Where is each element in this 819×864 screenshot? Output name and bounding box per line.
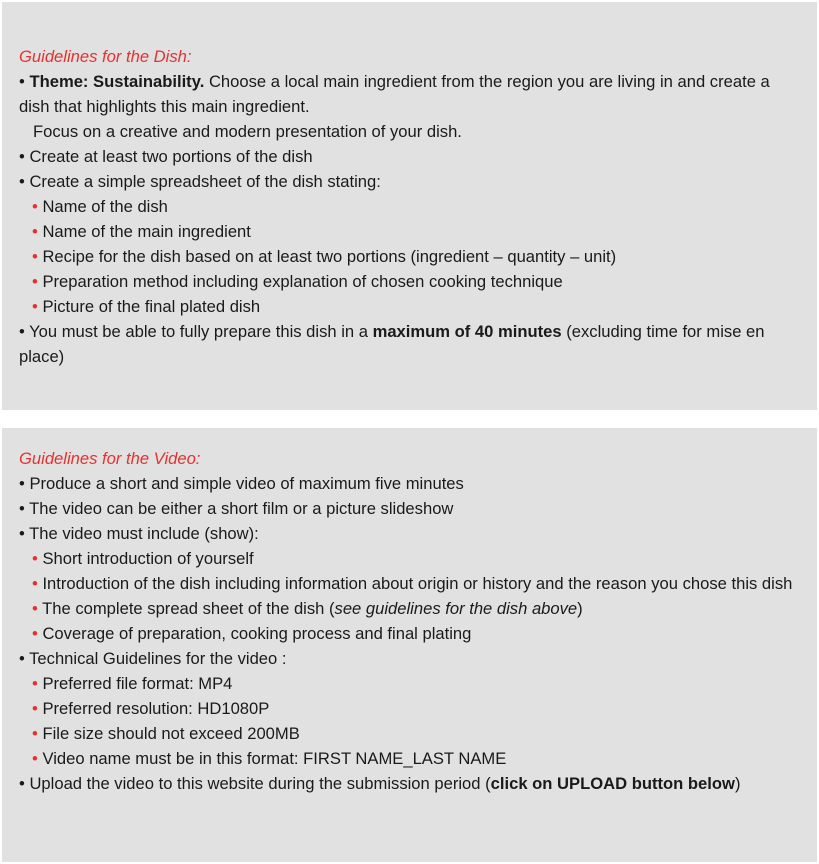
technical-item	[19, 646, 803, 671]
sub-item-text: Short introduction of yourself	[42, 549, 254, 568]
time-bold: maximum of 40 minutes	[372, 322, 562, 341]
sub-item	[19, 219, 803, 244]
technical-text: Technical Guidelines for the video :	[29, 649, 287, 668]
bullet: •	[19, 649, 25, 668]
spread-pre: The complete spread sheet of the dish (	[42, 599, 335, 618]
red-bullet: •	[32, 197, 38, 216]
sub-item	[19, 596, 803, 621]
time-item	[19, 319, 803, 369]
theme-label: Theme: Sustainability.	[29, 72, 205, 91]
spread-post: )	[577, 599, 583, 618]
video-item-text: Produce a short and simple video of maximum five minutes	[29, 474, 464, 493]
video-item	[19, 521, 803, 546]
sub-item	[19, 721, 803, 746]
sub-item	[19, 746, 803, 771]
red-bullet: •	[32, 724, 38, 743]
video-guidelines-panel	[2, 428, 817, 862]
sub-item-text: Introduction of the dish including information about origin or history and the reason you chose this dish	[42, 574, 793, 593]
video-item	[19, 471, 803, 496]
portions-item	[19, 144, 803, 169]
dish-guidelines-panel	[2, 2, 817, 410]
bullet: •	[19, 499, 25, 518]
spreadsheet-item	[19, 169, 803, 194]
sub-item	[19, 546, 803, 571]
sub-item-text: Coverage of preparation, cooking process and final plating	[42, 624, 472, 643]
bullet: •	[19, 172, 25, 191]
sub-item-text: Preferred file format: MP4	[42, 674, 233, 693]
upload-post: )	[734, 774, 741, 793]
spread-italic: see guidelines for the dish above	[334, 599, 578, 618]
time-post: (excluding time for mise en place)	[19, 322, 765, 366]
sub-item	[19, 621, 803, 646]
video-item-text: The video must include (show):	[29, 524, 259, 543]
time-pre: You must be able to fully prepare this dish in a	[29, 322, 373, 341]
video-item	[19, 496, 803, 521]
sub-item-text: Name of the main ingredient	[42, 222, 251, 241]
sub-item	[19, 294, 803, 319]
sub-item	[19, 571, 803, 596]
sub-item	[19, 671, 803, 696]
sub-item-text: Recipe for the dish based on at least two portions (ingredient – quantity – unit)	[42, 247, 617, 266]
upload-pre: Upload the video to this website during the submission period (	[29, 774, 491, 793]
portions-text: Create at least two portions of the dish	[29, 147, 313, 166]
sub-item	[19, 696, 803, 721]
red-bullet: •	[32, 674, 38, 693]
red-bullet: •	[32, 599, 38, 618]
red-bullet: •	[32, 222, 38, 241]
bullet: •	[19, 72, 25, 91]
theme-item	[19, 69, 803, 119]
sub-item-text: Preferred resolution: HD1080P	[42, 699, 270, 718]
sub-item	[19, 269, 803, 294]
red-bullet: •	[32, 749, 38, 768]
red-bullet: •	[32, 574, 38, 593]
sub-item-text: Video name must be in this format: FIRST NAME_LAST NAME	[42, 749, 507, 768]
red-bullet: •	[32, 247, 38, 266]
bullet: •	[19, 147, 25, 166]
dish-heading: Guidelines for the Dish:	[19, 47, 192, 66]
sub-item-text: File size should not exceed 200MB	[42, 724, 300, 743]
video-item-text: The video can be either a short film or a picture slideshow	[29, 499, 454, 518]
sub-item-text: Name of the dish	[42, 197, 168, 216]
sub-item	[19, 244, 803, 269]
spreadsheet-text: Create a simple spreadsheet of the dish stating:	[29, 172, 381, 191]
red-bullet: •	[32, 624, 38, 643]
sub-item-text: Picture of the final plated dish	[42, 297, 261, 316]
bullet: •	[19, 322, 25, 341]
bullet: •	[19, 774, 25, 793]
red-bullet: •	[32, 297, 38, 316]
red-bullet: •	[32, 272, 38, 291]
focus-text: Focus on a creative and modern presentation of your dish.	[33, 122, 462, 141]
theme-text: Choose a local main ingredient from the region you are living in and create a dish that highlights this main ingredient.	[19, 72, 770, 116]
sub-item	[19, 194, 803, 219]
bullet: •	[19, 524, 25, 543]
red-bullet: •	[32, 549, 38, 568]
video-heading: Guidelines for the Video:	[19, 449, 201, 468]
red-bullet: •	[32, 699, 38, 718]
upload-item	[19, 771, 803, 796]
bullet: •	[19, 474, 25, 493]
upload-bold: click on UPLOAD button below	[490, 774, 735, 793]
sub-item-text: Preparation method including explanation of chosen cooking technique	[42, 272, 563, 291]
